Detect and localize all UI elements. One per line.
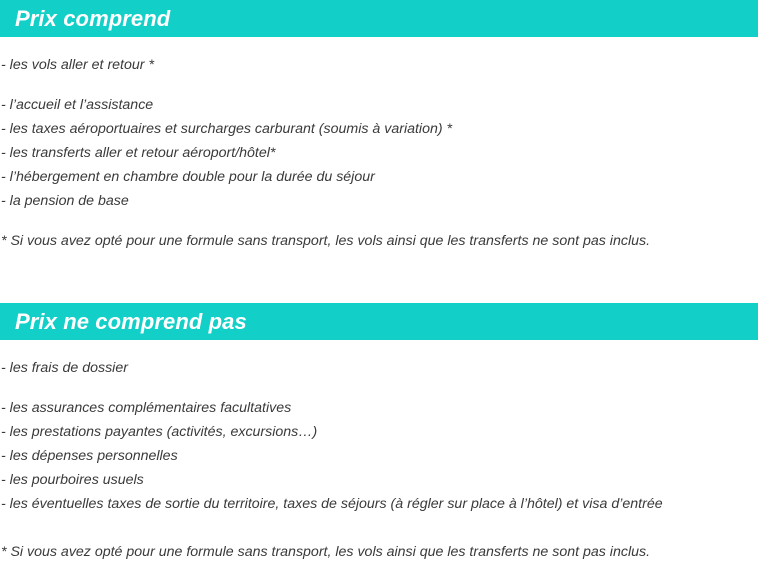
list-item: - la pension de base: [1, 193, 129, 209]
list-item: - l’hébergement en chambre double pour la durée du séjour: [1, 169, 375, 185]
list-item: - les assurances complémentaires facultatives: [1, 400, 292, 416]
section-title: Prix comprend: [15, 5, 171, 31]
section-price-excludes: [0, 303, 758, 340]
section-title: Prix ne comprend pas: [15, 308, 247, 334]
section-header: [0, 303, 758, 340]
list-item: - les prestations payantes (activités, excursions…): [1, 424, 318, 440]
list-item: - les transferts aller et retour aéroport/hôtel*: [1, 145, 276, 161]
list-item: - les dépenses personnelles: [1, 448, 178, 464]
section-header: [0, 0, 758, 37]
list-item: - les éventuelles taxes de sortie du territoire, taxes de séjours (à régler sur place à l’hôtel) et visa d’entrée: [1, 496, 663, 512]
list-item: - les taxes aéroportuaires et surcharges carburant (soumis à variation) *: [1, 121, 453, 137]
list-item: - les frais de dossier: [1, 360, 128, 376]
section-price-includes: [0, 0, 758, 37]
list-item: - l’accueil et l’assistance: [1, 97, 154, 113]
footnote: * Si vous avez opté pour une formule sans transport, les vols ainsi que les transferts ne sont pas inclus.: [1, 233, 651, 249]
list-item: - les vols aller et retour *: [1, 57, 154, 73]
list-item: - les pourboires usuels: [1, 472, 144, 488]
footnote: * Si vous avez opté pour une formule sans transport, les vols ainsi que les transferts ne sont pas inclus.: [1, 544, 651, 560]
